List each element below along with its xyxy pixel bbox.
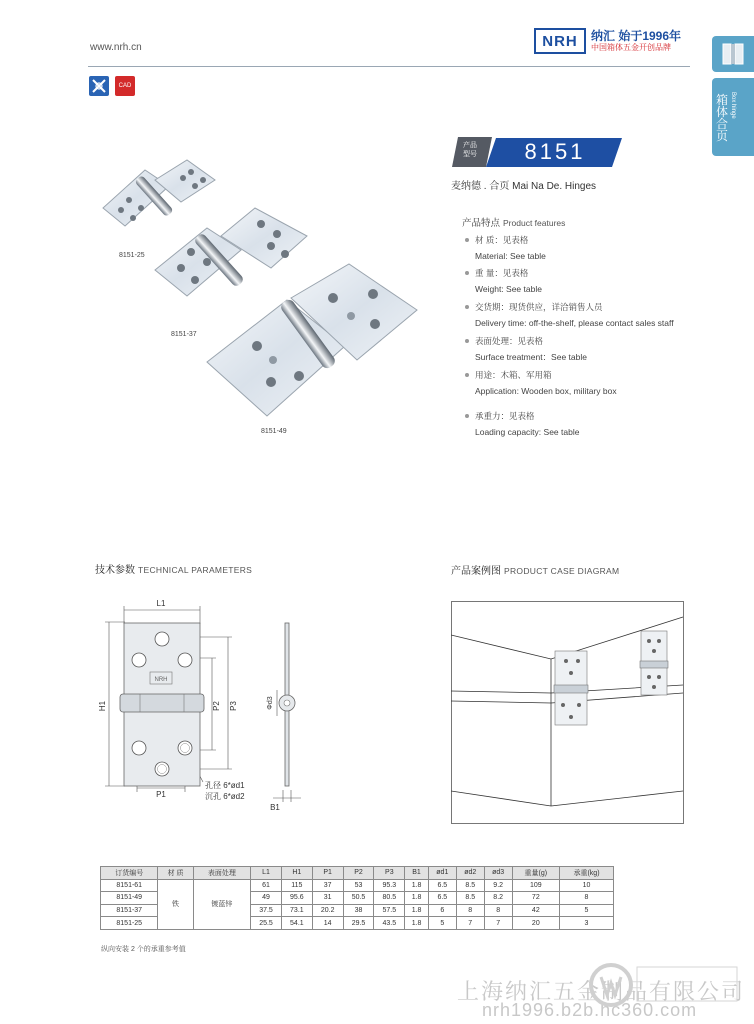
table-cell: 80.5 — [374, 892, 405, 905]
table-cell: 43.5 — [374, 917, 405, 930]
dim-label-p3: P3 — [229, 701, 238, 711]
table-cell: 14 — [312, 917, 343, 930]
feature-loading — [465, 408, 579, 440]
dim-label-h1: H1 — [98, 700, 107, 712]
features-title — [462, 215, 565, 229]
table-cell: 3 — [560, 917, 614, 930]
table-cell: 9.2 — [484, 879, 512, 892]
header-divider — [88, 66, 690, 67]
table-cell: 8.5 — [456, 879, 484, 892]
table-cell: 72 — [512, 892, 559, 905]
feature-text: Weight: See table — [475, 284, 542, 294]
table-cell: 20.2 — [312, 904, 343, 917]
table-cell: 8 — [484, 904, 512, 917]
side-tab-label-en: Box hinge — [730, 92, 736, 119]
col-header: 重量(g) — [512, 867, 559, 880]
tools-icon — [89, 76, 109, 96]
feature-text: 交货期：现货供应，详洽销售人员 — [475, 302, 603, 312]
case-hinge-right — [640, 631, 668, 695]
features-title-cn: 产品特点 — [462, 218, 501, 229]
table-cell: 8.5 — [456, 892, 484, 905]
watermark-logo — [585, 955, 745, 1015]
feature-application — [465, 367, 617, 399]
hinge-icon — [722, 42, 744, 66]
col-header: B1 — [405, 867, 429, 880]
table-cell: 1.8 — [405, 917, 429, 930]
table-cell: 31 — [312, 892, 343, 905]
col-header: P1 — [312, 867, 343, 880]
col-header: L1 — [251, 867, 282, 880]
table-cell: 5 — [560, 904, 614, 917]
table-cell: 95.6 — [281, 892, 312, 905]
table-cell: 50.5 — [343, 892, 374, 905]
table-cell: 20 — [512, 917, 559, 930]
product-photos — [95, 150, 425, 440]
bullet-dot — [465, 271, 469, 275]
side-tab-hinge[interactable] — [712, 36, 754, 72]
feature-delivery — [465, 299, 674, 331]
feature-text: 用途：木箱、军用箱 — [475, 370, 552, 380]
bullet-dot — [465, 373, 469, 377]
dim-label-p1: P1 — [156, 790, 166, 799]
brand-name: 纳汇 始于1996年 — [591, 28, 682, 43]
table-cell: 8151-49 — [101, 892, 158, 905]
bullet-dot — [465, 339, 469, 343]
spec-table — [100, 866, 614, 930]
hole-label-1: 孔径 6*ød1 — [205, 781, 245, 790]
table-cell: 10 — [560, 879, 614, 892]
table-cell: 42 — [512, 904, 559, 917]
table-cell: 8 — [456, 904, 484, 917]
feature-text: Material: See table — [475, 251, 546, 261]
table-cell: 5 — [428, 917, 456, 930]
col-header: P3 — [374, 867, 405, 880]
col-header: ød1 — [428, 867, 456, 880]
col-header: 承重(kg) — [560, 867, 614, 880]
image-label-25: 8151-25 — [119, 252, 145, 259]
feature-material — [465, 232, 546, 264]
table-cell: 73.1 — [281, 904, 312, 917]
col-header: 表面处理 — [193, 867, 250, 880]
table-cell: 8.2 — [484, 892, 512, 905]
table-cell: 8151-61 — [101, 879, 158, 892]
table-cell: 1.8 — [405, 879, 429, 892]
dim-label-l1: L1 — [156, 599, 166, 608]
col-header: ød2 — [456, 867, 484, 880]
table-cell: 8151-25 — [101, 917, 158, 930]
table-cell: 61 — [251, 879, 282, 892]
hinge-stamp: NRH — [154, 677, 168, 683]
table-cell: 7 — [456, 917, 484, 930]
brand-logo-mark: NRH — [534, 28, 586, 54]
technical-drawing — [95, 590, 325, 820]
material-cell: 铁 — [158, 879, 193, 929]
table-note: 纵向安装 2 个的承重参考值 — [101, 946, 186, 953]
table-cell: 54.1 — [281, 917, 312, 930]
feature-text: Surface treatment：See table — [475, 352, 587, 362]
side-tab-category[interactable] — [712, 78, 754, 156]
bullet-dot — [465, 238, 469, 242]
dim-label-b1: B1 — [270, 803, 280, 812]
table-row — [101, 879, 614, 892]
table-cell: 1.8 — [405, 904, 429, 917]
table-cell: 6.5 — [428, 879, 456, 892]
table-cell: 53 — [343, 879, 374, 892]
company-name: 上海纳汇五金制品有限公司 — [457, 979, 746, 1004]
table-cell: 109 — [512, 879, 559, 892]
bullet-dot — [465, 305, 469, 309]
case-hinge-left — [554, 651, 588, 725]
table-cell: 1.8 — [405, 892, 429, 905]
dim-label-d3: Φd3 — [267, 696, 274, 710]
table-cell: 8 — [560, 892, 614, 905]
image-label-37: 8151-37 — [171, 331, 197, 338]
feature-weight — [465, 265, 542, 297]
table-cell: 6.5 — [428, 892, 456, 905]
company-url[interactable]: nrh1996.b2b.hc360.com — [482, 1000, 698, 1020]
hole-label-2: 沉孔 6*ød2 — [205, 792, 245, 801]
table-cell: 38 — [343, 904, 374, 917]
col-header: P2 — [343, 867, 374, 880]
features-title-en: Product features — [503, 218, 566, 228]
site-url[interactable]: www.nrh.cn — [90, 42, 142, 53]
case-diagram-title: 产品案例图 PRODUCT CASE DIAGRAM — [451, 566, 620, 577]
product-name: 麦纳德 . 合页 Mai Na De. Hinges — [451, 181, 597, 192]
finish-cell: 镀蓝锌 — [193, 879, 250, 929]
feature-surface — [465, 333, 587, 365]
feature-text: 承重力：见表格 — [475, 411, 535, 421]
feature-text: Application: Wooden box, military box — [475, 386, 617, 396]
table-cell: 25.5 — [251, 917, 282, 930]
table-cell: 115 — [281, 879, 312, 892]
col-header: H1 — [281, 867, 312, 880]
side-tab-label: 箱体合页 — [716, 93, 729, 143]
bullet-dot — [465, 414, 469, 418]
table-cell: 49 — [251, 892, 282, 905]
table-header-row — [101, 867, 614, 880]
case-diagram — [451, 601, 685, 825]
table-cell: 8151-37 — [101, 904, 158, 917]
cad-icon[interactable]: CAD — [115, 76, 135, 96]
col-header: ød3 — [484, 867, 512, 880]
hinge-photo-37 — [155, 208, 307, 296]
table-cell: 57.5 — [374, 904, 405, 917]
table-cell: 6 — [428, 904, 456, 917]
feature-text: 重 量：见表格 — [475, 268, 529, 278]
brand-logo — [534, 28, 681, 54]
model-number: 8151 — [524, 139, 586, 164]
table-cell: 95.3 — [374, 879, 405, 892]
feature-text: 材 质：见表格 — [475, 235, 529, 245]
table-cell: 37 — [312, 879, 343, 892]
feature-text: Loading capacity: See table — [475, 427, 580, 437]
tech-params-title: 技术参数 TECHNICAL PARAMETERS — [95, 565, 253, 576]
image-label-49: 8151-49 — [261, 428, 287, 435]
table-cell: 7 — [484, 917, 512, 930]
table-cell: 37.5 — [251, 904, 282, 917]
dim-label-p2: P2 — [212, 701, 221, 711]
hinge-photo-49 — [207, 264, 417, 416]
brand-slogan: 中国箱体五金开创品牌 — [591, 43, 671, 53]
feature-text: Delivery time: off-the-shelf, please contact sales staff — [475, 318, 674, 328]
col-header: 材 质 — [158, 867, 193, 880]
col-header: 订货编号 — [101, 867, 158, 880]
model-badge-label: 产品型号 — [463, 142, 477, 158]
hinge-photo-25 — [103, 160, 215, 226]
table-cell: 29.5 — [343, 917, 374, 930]
blueprint-icon[interactable] — [89, 76, 109, 96]
feature-text: 表面处理：见表格 — [475, 336, 544, 346]
